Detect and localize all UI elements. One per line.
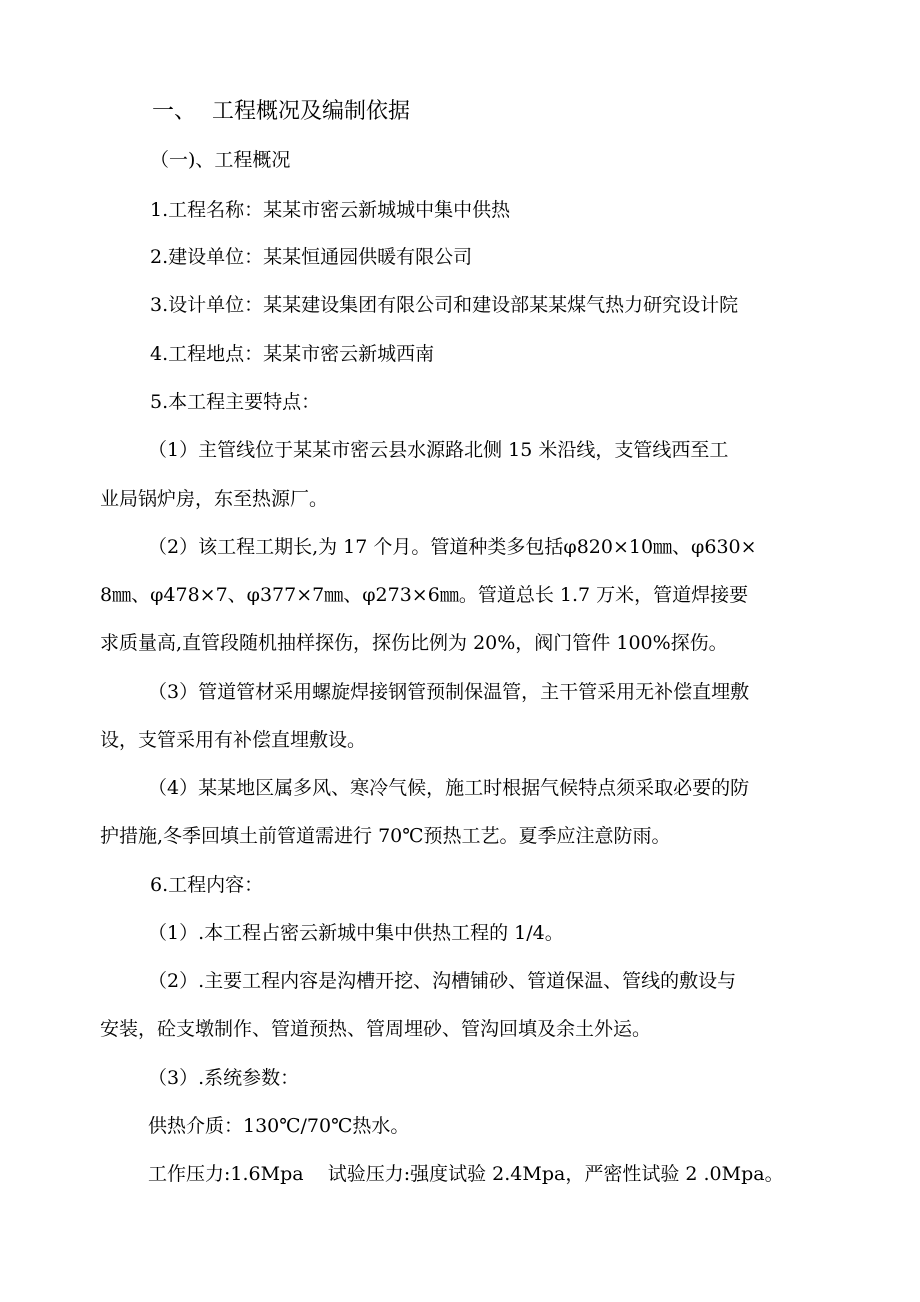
feature-1-line-2: 业局锅炉房，东至热源厂。 — [100, 488, 329, 510]
feature-2-line-3: 求质量高,直管段随机抽样探伤，探伤比例为 20%，阀门管件 100%探伤。 — [100, 632, 728, 654]
feature-2-line-1: （2）该工程工期长,为 17 个月。管道种类多包括φ820×10㎜、φ630× — [148, 536, 757, 558]
feature-3-line-2: 设，支管采用有补偿直埋敷设。 — [100, 729, 367, 751]
section-heading — [152, 99, 410, 125]
section-heading-number: 一、 — [152, 99, 197, 124]
subsection-title: （一)、工程概况 — [150, 149, 291, 171]
construction-unit: 2.建设单位：某某恒通园供暖有限公司 — [150, 246, 473, 268]
content-item-3: （3）.系统参数： — [148, 1067, 300, 1089]
features-title: 5.本工程主要特点： — [150, 391, 321, 413]
feature-4-line-1: （4）某某地区属多风、寒冷气候，施工时根据气候特点须采取必要的防 — [148, 777, 750, 799]
content-item-2-line-2: 安装，砼支墩制作、管道预热、管周埋砂、管沟回填及余土外运。 — [100, 1018, 652, 1040]
content-item-2-line-1: （2）.主要工程内容是沟槽开挖、沟槽铺砂、管道保温、管线的敷设与 — [148, 970, 737, 992]
feature-2-line-2: 8㎜、φ478×7、φ377×7㎜、φ273×6㎜。管道总长 1.7 万米，管道焊接要 — [100, 584, 749, 606]
heating-medium: 供热介质：130℃/70℃热水。 — [148, 1115, 410, 1137]
feature-3-line-1: （3）管道管材采用螺旋焊接钢管预制保温管，主干管采用无补偿直埋敷 — [148, 681, 750, 703]
design-unit: 3.设计单位：某某建设集团有限公司和建设部某某煤气热力研究设计院 — [150, 294, 739, 316]
feature-4-line-2: 护措施,冬季回填土前管道需进行 70℃预热工艺。夏季应注意防雨。 — [100, 825, 671, 847]
content-item-1: （1）.本工程占密云新城中集中供热工程的 1/4。 — [148, 922, 564, 944]
content-title: 6.工程内容： — [150, 874, 264, 896]
project-name: 1.工程名称：某某市密云新城城中集中供热 — [150, 199, 511, 221]
section-heading-title: 工程概况及编制依据 — [212, 99, 411, 124]
pressure-parameters: 工作压力:1.6Mpa 试验压力:强度试验 2.4Mpa，严密性试验 2 .0Mpa。 — [148, 1163, 784, 1185]
feature-1-line-1: （1）主管线位于某某市密云县水源路北侧 15 米沿线，支管线西至工 — [148, 439, 729, 461]
project-location: 4.工程地点：某某市密云新城西南 — [150, 343, 435, 365]
